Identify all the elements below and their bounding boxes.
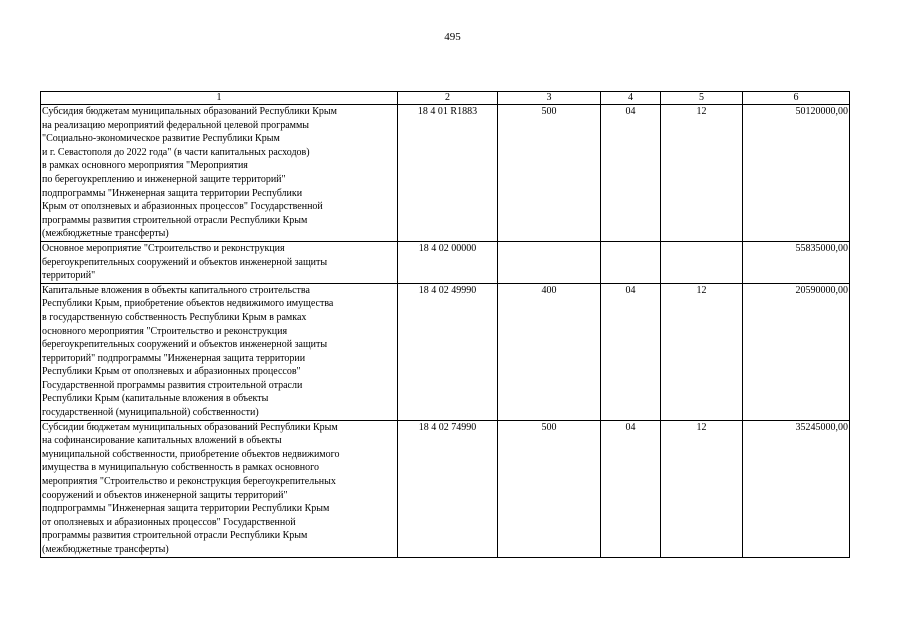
expense-type: 500	[498, 105, 601, 242]
table-row	[41, 105, 850, 242]
amount: 20590000,00	[743, 283, 850, 420]
description-line: Крым от оползневых и абразионных процессов" Государственной	[42, 201, 323, 213]
target-code: 18 4 01 R1883	[398, 105, 498, 242]
table-row	[41, 241, 850, 283]
header-col-3: 3	[498, 92, 601, 105]
description-line: Республики Крым от оползневых и абразионных процессов"	[42, 366, 301, 378]
description-line: на реализацию мероприятий федеральной целевой программы	[42, 119, 310, 131]
description-line: мероприятия "Строительство и реконструкция берегоукрепительных	[42, 476, 336, 488]
description-line: программы развития строительной отрасли Республики Крым	[42, 214, 308, 226]
description-line: берегоукрепительных сооружений и объектов инженерной защиты	[42, 256, 328, 268]
table-row	[41, 283, 850, 420]
amount: 55835000,00	[743, 241, 850, 283]
expense-type	[498, 241, 601, 283]
description-line: подпрограммы "Инженерная защита территории Республики	[42, 187, 303, 199]
table-row	[41, 420, 850, 557]
description-line: от оползневых и абразионных процессов" Государственной	[42, 516, 296, 528]
description-line: (межбюджетные трансферты)	[42, 544, 169, 555]
description-line: территорий"	[42, 270, 96, 282]
description-line: государственной (муниципальной) собственности)	[42, 407, 259, 419]
header-col-6: 6	[743, 92, 850, 105]
target-code: 18 4 02 49990	[398, 283, 498, 420]
description-line: Субсидии бюджетам муниципальных образований Республики Крым	[42, 421, 338, 433]
row-description	[41, 105, 398, 242]
header-col-5: 5	[661, 92, 743, 105]
description-line: берегоукрепительных сооружений и объектов инженерной защиты	[42, 339, 328, 351]
amount: 35245000,00	[743, 420, 850, 557]
description-line: сооружений и объектов инженерной защиты территорий"	[42, 489, 288, 501]
description-line: подпрограммы "Инженерная защита территории Республики Крым	[42, 503, 330, 515]
expense-type: 500	[498, 420, 601, 557]
description-line: программы развития строительной отрасли Республики Крым	[42, 530, 308, 542]
header-row	[41, 92, 850, 105]
section-code: 04	[601, 420, 661, 557]
description-line: по берегоукреплению и инженерной защите территорий"	[42, 173, 286, 185]
description-line: в государственную собственность Республики Крым в рамках	[42, 311, 307, 323]
section-code: 04	[601, 283, 661, 420]
subsection-code: 12	[661, 105, 743, 242]
row-description	[41, 420, 398, 557]
target-code: 18 4 02 00000	[398, 241, 498, 283]
row-description	[41, 241, 398, 283]
description-line: основного мероприятия "Строительство и реконструкция	[42, 325, 288, 337]
description-line: имущества в муниципальную собственность в рамках основного	[42, 462, 319, 474]
expense-type: 400	[498, 283, 601, 420]
page-number: 495	[444, 31, 461, 43]
target-code: 18 4 02 74990	[398, 420, 498, 557]
section-code: 04	[601, 105, 661, 242]
budget-table	[40, 91, 850, 558]
row-description	[41, 283, 398, 420]
description-line: Субсидия бюджетам муниципальных образований Республики Крым	[42, 106, 337, 117]
description-line: Республики Крым (капитальные вложения в объекты	[42, 393, 269, 405]
description-line: муниципальной собственности, приобретение объектов недвижимого	[42, 448, 340, 460]
header-col-4: 4	[601, 92, 661, 105]
description-line: и г. Севастополя до 2022 года" (в части капитальных расходов)	[42, 146, 310, 158]
subsection-code: 12	[661, 283, 743, 420]
section-code	[601, 241, 661, 283]
subsection-code: 12	[661, 420, 743, 557]
description-line: Республики Крым, приобретение объектов недвижимого имущества	[42, 298, 334, 310]
header-col-1: 1	[41, 92, 398, 105]
description-line: (межбюджетные трансферты)	[42, 228, 169, 240]
description-line: Государственной программы развития строительной отрасли	[42, 379, 303, 391]
description-line: в рамках основного мероприятия "Мероприятия	[42, 160, 248, 172]
amount: 50120000,00	[743, 105, 850, 242]
description-line: "Социально-экономическое развитие Республики Крым	[42, 133, 280, 145]
description-line: Основное мероприятие "Строительство и реконструкция	[42, 242, 285, 254]
subsection-code	[661, 241, 743, 283]
description-line: территорий" подпрограммы "Инженерная защита территории	[42, 352, 306, 364]
description-line: Капитальные вложения в объекты капитального строительства	[42, 284, 310, 296]
header-col-2: 2	[398, 92, 498, 105]
description-line: на софинансирование капитальных вложений в объекты	[42, 435, 282, 447]
